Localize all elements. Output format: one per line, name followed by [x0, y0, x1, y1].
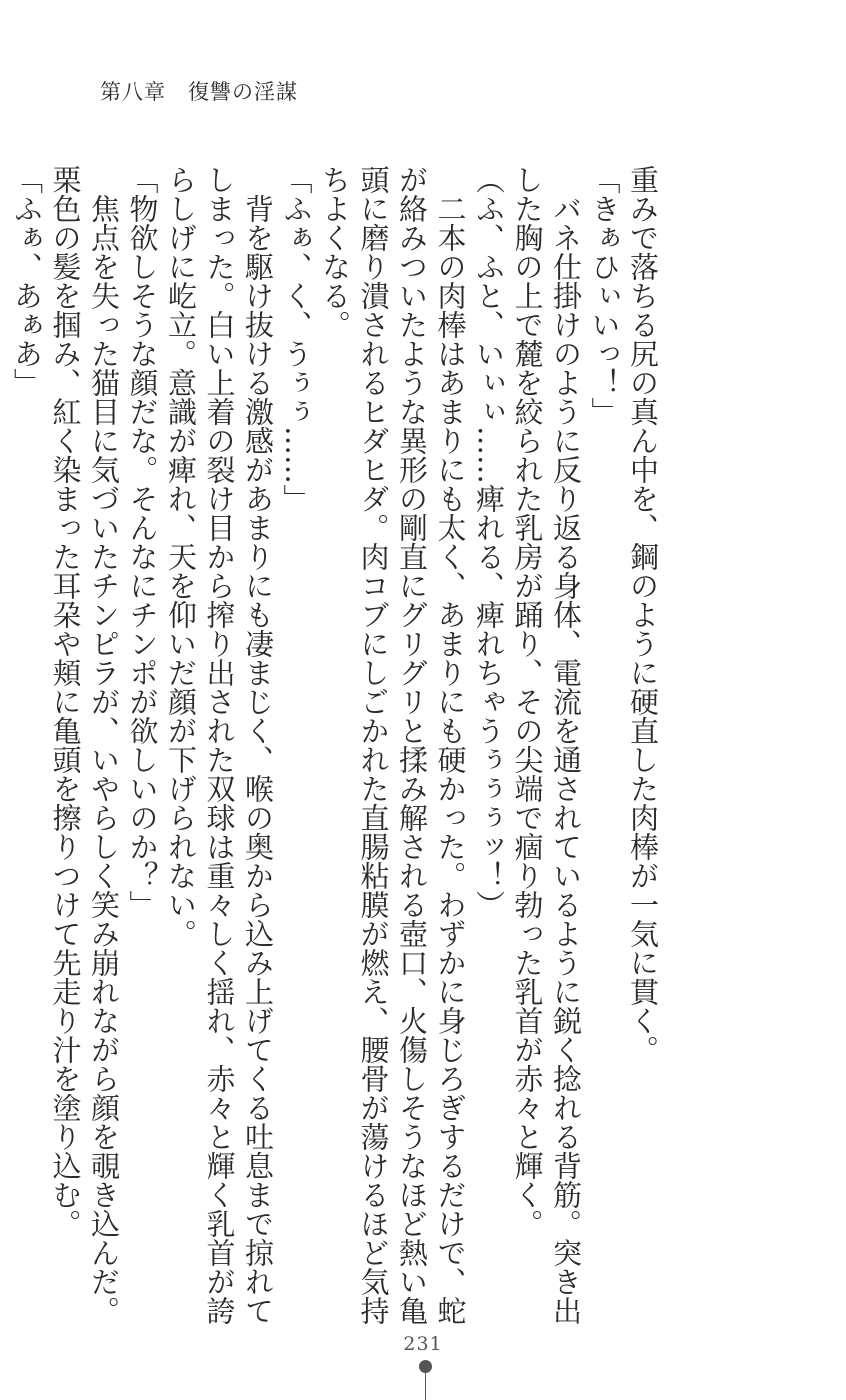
text-line: 重みで落ちる尻の真ん中を、鋼のように硬直した肉棒が一気に貫く。 — [626, 165, 660, 1064]
text-line: ちよくなる。 — [318, 165, 352, 339]
page-marker-line — [425, 1373, 426, 1400]
text-line: しまった。白い上着の裂け目から搾り出された双球は重々しく揺れ、赤々と輝く乳首が誇 — [202, 165, 237, 1325]
text-line: 二本の肉棒はあまりにも太く、あまりにも硬かった。わずかに身じろぎするだけで、蛇 — [433, 165, 468, 1325]
text-line: バネ仕掛けのように反り返る身体、電流を通されているように鋭く捻れる背筋。突き出 — [549, 165, 583, 1325]
text-line: が絡みついたような異形の剛直にグリグリと揉み解される壺口、火傷しそうなほど熱い亀 — [395, 165, 429, 1325]
text-line: （ふ、ふと、いぃぃ……痺れる、痺れちゃうぅぅぅッ！） — [472, 165, 506, 919]
text-line: 「物欲しそうな顔だな。そんなにチンポが欲しいのか？」 — [125, 165, 160, 919]
body-text — [10, 165, 662, 1325]
text-line: 「ふぁ、く、うぅぅ……」 — [279, 165, 314, 513]
text-line: した胸の上で麓を絞られた乳房が踊り、その尖端で痼り勃った乳首が赤々と輝く。 — [510, 165, 545, 1238]
text-line: 「きぁひぃいっ！」 — [587, 165, 622, 426]
running-header: 第八章 復讐の淫謀 — [100, 80, 298, 104]
text-line: 栗色の髪を掴み、紅く染まった耳朶や頬に亀頭を擦りつけて先走り汁を塗り込む。 — [48, 165, 83, 1238]
page-marker-dot — [419, 1360, 432, 1373]
text-line: 焦点を失った猫目に気づいたチンピラが、いやらしく笑み崩れながら顔を覗き込んだ。 — [87, 165, 121, 1325]
text-line: 頭に磨り潰されるヒダヒダ。肉コブにしごかれた直腸粘膜が燃え、腰骨が蕩けるほど気持 — [356, 165, 391, 1325]
text-line: 「ふぁ、あぁあ」 — [10, 165, 44, 397]
text-line: 背を駆け抜ける激感があまりにも凄まじく、喉の奥から込み上げてくる吐息まで掠れて — [241, 165, 275, 1325]
page-marker — [419, 1360, 433, 1400]
page-number: 231 — [403, 1333, 443, 1355]
text-line: らしげに屹立。意識が痺れ、天を仰いだ顔が下げられない。 — [164, 165, 198, 948]
